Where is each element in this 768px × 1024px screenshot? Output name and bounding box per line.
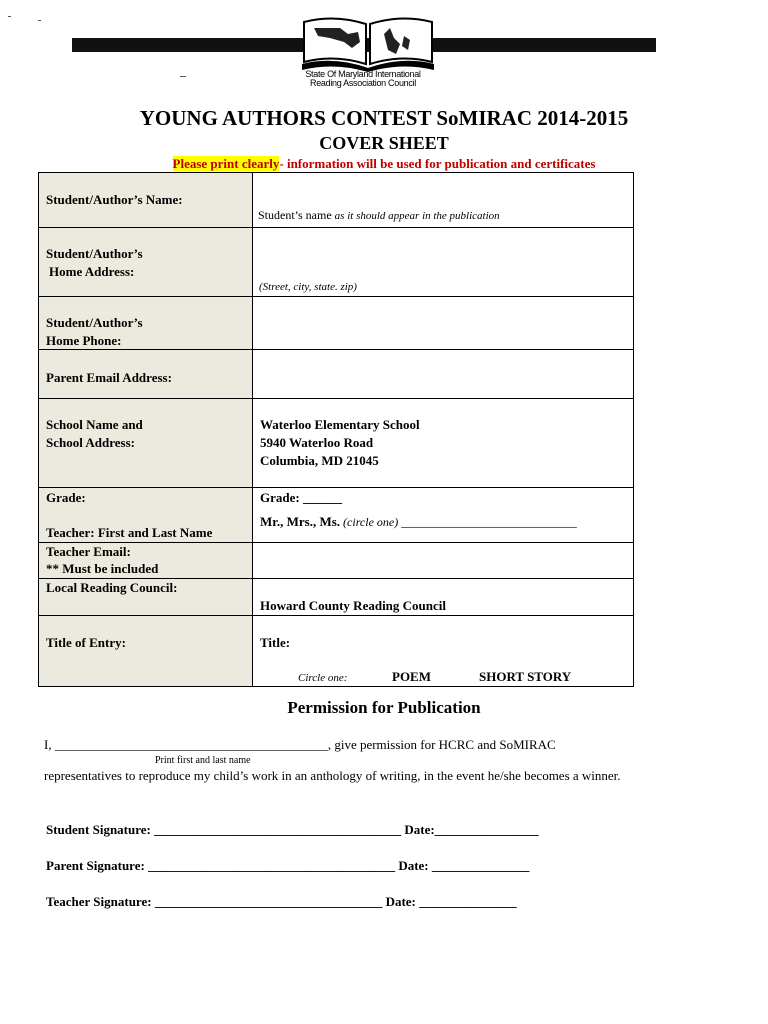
school-label <box>46 416 143 452</box>
permission-statement-cont: representatives to reproduce my child’s work in an anthology of writing, in the event he/she becomes a winner. <box>44 768 621 783</box>
school-street: 5940 Waterloo Road <box>260 435 374 450</box>
org-line-1: State Of Maryland International <box>305 69 421 79</box>
grade-field[interactable]: Grade: ______ <box>260 490 342 505</box>
permission-statement[interactable]: I, __________________________________________, give permission for HCRC and SoMIRAC <box>44 737 556 752</box>
entry-title-label: Title of Entry: <box>46 635 126 650</box>
phone-label-line-2: Home Phone: <box>46 333 122 348</box>
scan-speck <box>38 20 41 21</box>
circle-one-label: Circle one: <box>298 672 348 684</box>
row-divider <box>38 615 634 616</box>
school-city: Columbia, MD 21045 <box>260 453 379 468</box>
teacher-name-field[interactable] <box>260 513 577 531</box>
reading-council-value: Howard County Reading Council <box>260 598 446 613</box>
parent-email-field[interactable] <box>254 351 632 396</box>
teacher-title-options: Mr., Mrs., Ms. <box>260 514 341 529</box>
notice-rest: - information will be used for publication and certificates <box>279 156 596 171</box>
teacher-name-blank: ___________________________ <box>401 514 577 529</box>
column-divider <box>252 172 253 687</box>
name-hint: Student’s name <box>258 208 335 222</box>
organization-name <box>270 70 456 88</box>
teacher-signature-line[interactable]: Teacher Signature: ___________________________________ Date: _______________ <box>46 894 517 909</box>
teacher-name-label: Teacher: First and Last Name <box>46 525 213 540</box>
address-label-line-1: Student/Author’s <box>46 246 143 261</box>
school-name: Waterloo Elementary School <box>260 417 420 432</box>
org-line-2: Reading Association Council <box>310 78 416 88</box>
reading-council-label: Local Reading Council: <box>46 580 178 595</box>
name-hint-italic: as it should appear in the publication <box>334 210 500 222</box>
home-phone-label <box>46 314 143 350</box>
parent-signature-line[interactable]: Parent Signature: ______________________________________ Date: _______________ <box>46 858 530 873</box>
teacher-email-label <box>46 543 158 577</box>
school-address-value <box>260 416 420 470</box>
row-divider <box>38 296 634 297</box>
row-divider <box>38 227 634 228</box>
row-divider <box>38 398 634 399</box>
home-phone-field[interactable] <box>254 298 632 347</box>
school-label-line-2: School Address: <box>46 435 135 450</box>
home-address-field[interactable]: (Street, city, state. zip) <box>259 281 357 293</box>
teacher-email-required-note: ** Must be included <box>46 561 159 576</box>
print-name-hint: Print first and last name <box>155 755 251 766</box>
scan-speck <box>8 16 11 17</box>
book-icon <box>300 14 436 72</box>
page-title: YOUNG AUTHORS CONTEST SoMIRAC 2014-2015 <box>139 106 629 130</box>
school-label-line-1: School Name and <box>46 417 143 432</box>
poem-option[interactable]: POEM <box>392 669 431 684</box>
phone-label-line-1: Student/Author’s <box>46 315 143 330</box>
entry-title-field[interactable]: Title: <box>260 635 291 650</box>
student-name-field[interactable] <box>258 208 500 223</box>
print-notice <box>0 156 768 172</box>
row-divider <box>38 487 634 488</box>
permission-title: Permission for Publication <box>287 698 481 717</box>
circle-one-hint: (circle one) <box>340 515 402 529</box>
address-label-line-2: Home Address: <box>49 264 135 279</box>
notice-highlight: Please print clearly <box>172 156 280 171</box>
grade-label: Grade: <box>46 490 86 505</box>
scan-speck <box>180 76 186 77</box>
student-signature-line[interactable]: Student Signature: ______________________________________ Date:________________ <box>46 822 539 837</box>
parent-email-label: Parent Email Address: <box>46 370 172 385</box>
page-subtitle: COVER SHEET <box>319 133 449 153</box>
teacher-email-label-line-1: Teacher Email: <box>46 544 131 559</box>
teacher-email-field[interactable] <box>254 544 632 576</box>
student-name-label: Student/Author’s Name: <box>46 192 183 207</box>
home-address-label <box>46 245 143 281</box>
short-story-option[interactable]: SHORT STORY <box>479 669 572 684</box>
